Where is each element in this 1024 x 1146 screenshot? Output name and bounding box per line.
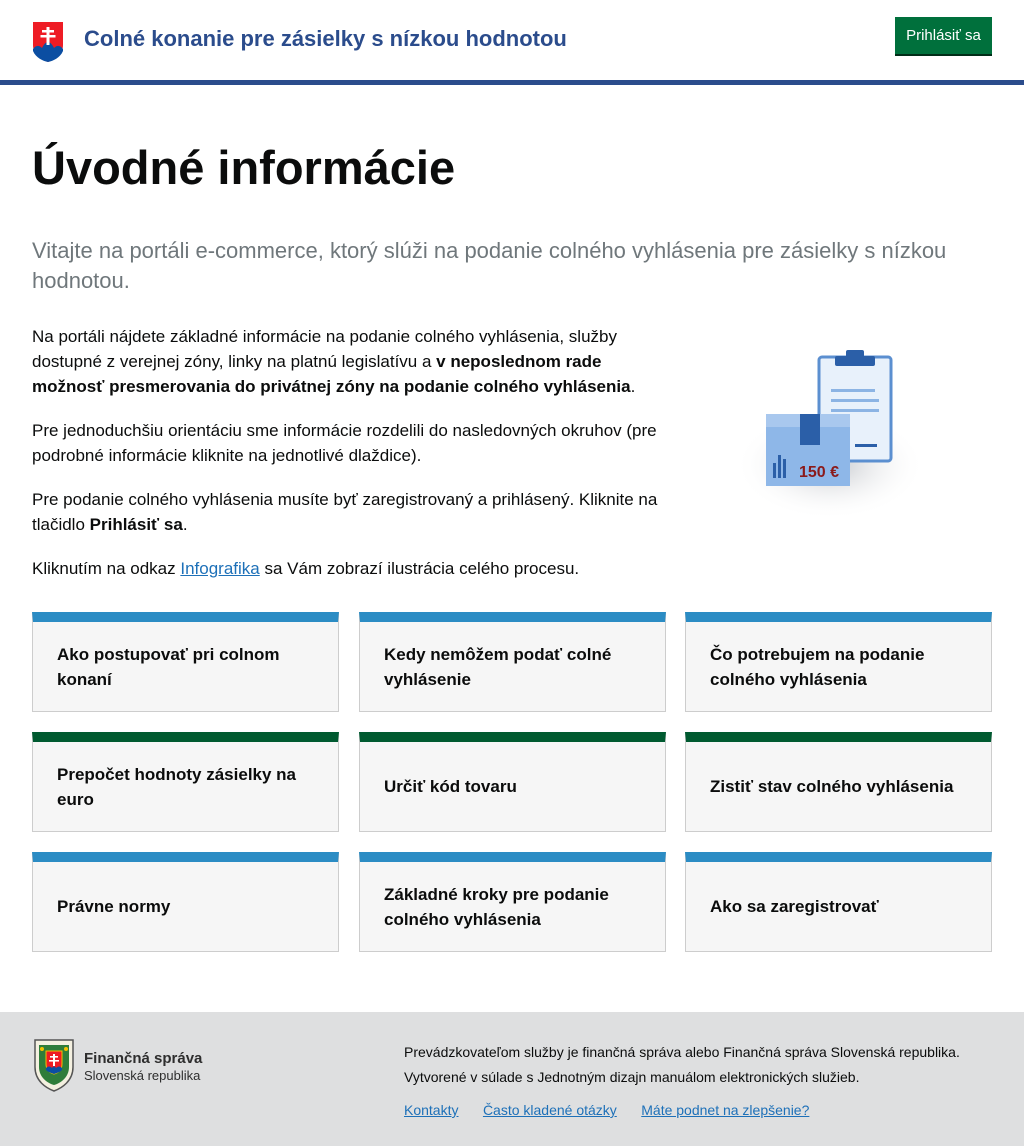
page-title: Úvodné informácie [32, 141, 456, 194]
site-footer [0, 1012, 1024, 1146]
org-name: Finančná správa [84, 1050, 203, 1067]
tile-label: Kedy nemôžem podať colné vyhlásenie [384, 644, 612, 689]
infographic-link[interactable]: Infografika [180, 559, 260, 578]
intro-paragraph-2: Pre jednoduchšiu orientáciu sme informácie rozdelili do nasledovných okruhov (pre podrobné informácie kliknite na jednotlivé dlaždice). [32, 421, 657, 465]
intro-paragraph-1 [32, 324, 672, 399]
tile-declaration-status[interactable] [685, 732, 992, 832]
tile-legal-norms[interactable] [32, 852, 339, 952]
tile-currency-conversion[interactable] [32, 732, 339, 832]
lead-paragraph: Vitajte na portáli e-commerce, ktorý slúži na podanie colného vyhlásenia pre zásielky s nízkou hodnotou. [32, 238, 947, 293]
tile-label: Zistiť stav colného vyhlásenia [710, 777, 954, 796]
feedback-link[interactable]: Máte podnet na zlepšenie? [641, 1102, 810, 1118]
operator-text: Prevádzkovateľom služby je finančná správa alebo Finančná správa Slovenská republika. [404, 1044, 960, 1060]
org-country: Slovenská republika [84, 1068, 201, 1083]
tile-when-cannot-submit[interactable] [359, 612, 666, 712]
login-button[interactable]: Prihlásiť sa [895, 17, 992, 54]
site-header [0, 0, 1024, 85]
intro-bold-1: v neposlednom rade možnosť presmerovania do privátnej zóny na podanie colného vyhlásenia [32, 352, 631, 396]
footer-links [404, 1102, 829, 1120]
footer-info [404, 1040, 1004, 1090]
design-manual-text: Vytvorené v súlade s Jednotným dizajn manuálom elektronických služieb. [404, 1069, 860, 1085]
intro-text-1: Na portáli nájdete základné informácie na podanie colného vyhlásenia, služby dostupné z verejnej zóny, linky na platnú legislatívu a [32, 327, 617, 371]
slovak-coat-of-arms-icon[interactable] [32, 21, 64, 63]
intro-end-3: . [182, 515, 188, 534]
site-title[interactable]: Colné konanie pre zásielky s nízkou hodnotou [84, 26, 567, 51]
price-label: 150 € [798, 464, 840, 481]
tile-label: Prepočet hodnoty zásielky na euro [57, 764, 297, 809]
tile-customs-procedure[interactable] [32, 612, 339, 712]
tile-label: Určiť kód tovaru [384, 777, 517, 796]
tile-label: Základné kroky pre podanie colného vyhlásenia [384, 884, 609, 929]
tile-label: Ako postupovať pri colnom konaní [57, 644, 280, 689]
tile-label: Právne normy [57, 897, 171, 916]
contacts-link[interactable]: Kontakty [404, 1102, 459, 1118]
intro-bold-3: Prihlásiť sa [89, 515, 183, 534]
intro-text-4-end: sa Vám zobrazí ilustrácia celého procesu. [259, 559, 580, 578]
tile-basic-steps[interactable] [359, 852, 666, 952]
intro-text [32, 324, 672, 600]
financial-administration-emblem-icon [32, 1037, 76, 1093]
package-declaration-illustration [725, 345, 925, 525]
tile-how-to-register[interactable] [685, 852, 992, 952]
intro-paragraph-4 [32, 556, 672, 581]
intro-text-3: Pre podanie colného vyhlásenia musíte byť zaregistrovaný a prihlásený. Kliknite na tlačidlo [32, 490, 658, 534]
faq-link[interactable]: Často kladené otázky [482, 1102, 617, 1118]
tile-label: Čo potrebujem na podanie colného vyhlásenia [710, 644, 925, 689]
intro-text-4: Kliknutím na odkaz [32, 559, 181, 578]
tile-what-i-need[interactable] [685, 612, 992, 712]
tile-label: Ako sa zaregistrovať [710, 897, 879, 916]
tile-goods-code[interactable] [359, 732, 666, 832]
intro-paragraph-3 [32, 487, 672, 537]
intro-end-1: . [630, 377, 636, 396]
